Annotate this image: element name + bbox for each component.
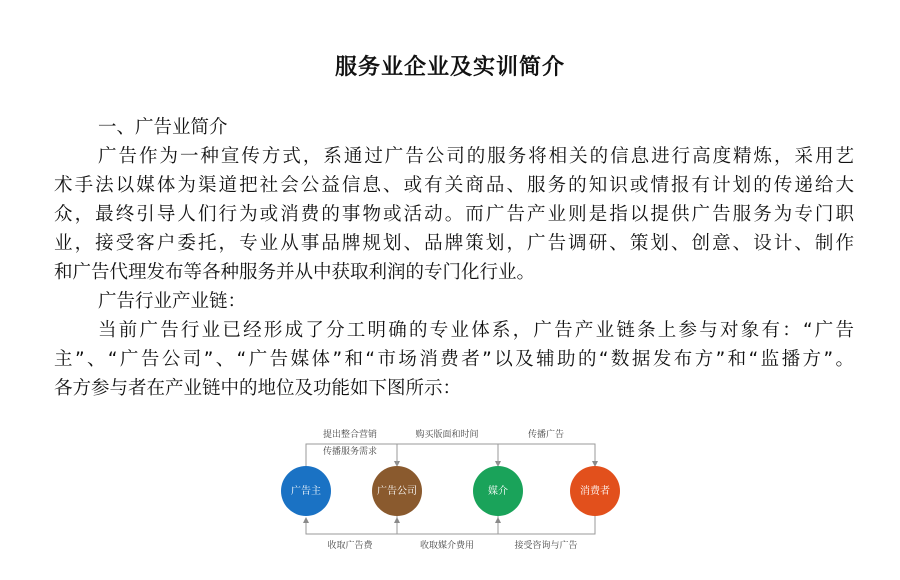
paragraph2-line: 各方参与者在产业链中的地位及功能如下图所示：	[54, 378, 462, 399]
flow-bracket-bottom-2	[397, 512, 498, 534]
chain-heading: 广告行业产业链：	[98, 291, 247, 312]
flow-bracket-bottom-1	[306, 512, 397, 534]
flow-label-bottom-3: 接受咨询与广告	[514, 541, 578, 551]
flow-bracket-top-2	[397, 444, 498, 472]
paragraph1-line: 和广告代理发布等各种服务并从中获取利润的专门化行业。	[54, 262, 536, 283]
paragraph1-line: 术手法以媒体为渠道把社会公益信息、或有关商品、服务的知识或情报有计划的传递给大	[54, 175, 854, 196]
flow-label-bottom-2: 收取媒介费用	[419, 541, 475, 551]
node-label-consumer: 消费者	[580, 486, 610, 497]
industry-chain-diagram	[270, 422, 630, 562]
flow-label-top-1b: 传播服务需求	[322, 447, 378, 457]
flow-label-bottom-1: 收取广告费	[327, 541, 373, 551]
node-label-agency: 广告公司	[377, 486, 417, 497]
document-title: 服务业企业及实训简介	[334, 55, 565, 80]
flow-label-top-2: 购买版面和时间	[415, 430, 479, 440]
paragraph1-line: 广告作为一种宣传方式，系通过广告公司的服务将相关的信息进行高度精炼，采用艺	[98, 146, 854, 167]
paragraph2-line: 当前广告行业已经形成了分工明确的专业体系，广告产业链条上参与对象有：“广告	[98, 320, 854, 341]
document-body	[54, 113, 854, 403]
flow-label-top-1a: 提出整合营销	[322, 430, 378, 440]
flow-label-top-3: 传播广告	[527, 430, 565, 440]
paragraph2-line: 主”、“广告公司”、“广告媒体”和“市场消费者”以及辅助的“数据发布方”和“监播方”。	[54, 349, 854, 370]
node-label-media: 媒介	[488, 486, 508, 497]
flow-bracket-top-3	[498, 444, 595, 472]
node-label-advertiser: 广告主	[291, 486, 321, 497]
section-heading: 一、广告业简介	[98, 117, 228, 138]
paragraph1-line: 业，接受客户委托，专业从事品牌规划、品牌策划，广告调研、策划、创意、设计、制作	[54, 233, 854, 254]
paragraph1-line: 众，最终引导人们行为或消费的事物或活动。而广告产业则是指以提供广告服务为专门职	[54, 204, 854, 225]
flow-bracket-bottom-3	[498, 512, 595, 534]
